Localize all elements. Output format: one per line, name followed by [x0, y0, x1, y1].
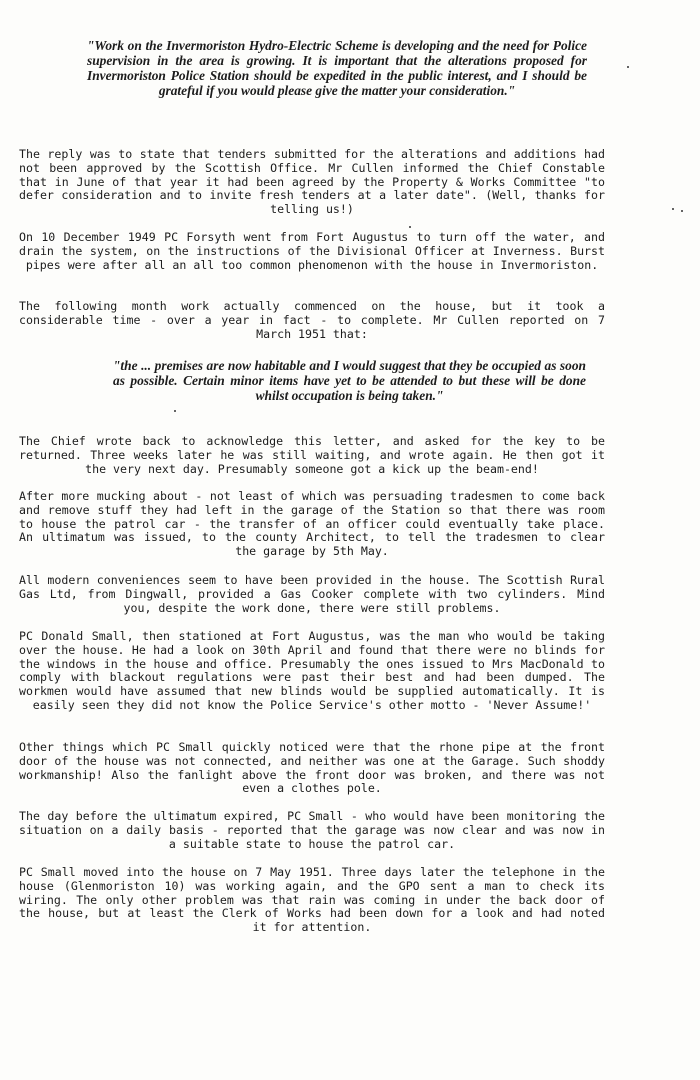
quote-premises-habitable: "the ... premises are now habitable and I would suggest that they be occupied as soon as possible. Certain minor items have yet to be attended to but these will be done whilst occupation is being taken." — [113, 358, 586, 403]
paragraph-tenders-reply: The reply was to state that tenders submitted for the alterations and additions had not been approved by the Scottish Office. Mr Cullen informed the Chief Constable that in June of that year it had been agreed by the Property & Works Committee "to defer consideration and to invite fresh tenders at a later date". (Well, thanks for telling us!) — [19, 147, 605, 217]
scan-speck — [681, 210, 683, 212]
scan-speck — [409, 226, 411, 228]
scan-speck — [627, 66, 629, 68]
paragraph-modern-conveniences: All modern conveniences seem to have been provided in the house. The Scottish Rural Gas Ltd, from Dingwall, provided a Gas Cooker complete with two cylinders. Mind you, despite the work done, there were still problems. — [19, 573, 605, 615]
paragraph-burst-pipes: On 10 December 1949 PC Forsyth went from Fort Augustus to turn off the water, and drain the system, on the instructions of the Divisional Officer at Inverness. Burst pipes were after all an all too common phenomenon with the house in Invermoriston. — [19, 230, 605, 272]
paragraph-garage-clear: The day before the ultimatum expired, PC Small - who would have been monitoring the situation on a daily basis - reported that the garage was now clear and was now in a suitable state to house the patrol car. — [19, 809, 605, 851]
paragraph-moved-in: PC Small moved into the house on 7 May 1951. Three days later the telephone in the house (Glenmoriston 10) was working again, and the GPO sent a man to check its wiring. The only other problem was that rain was coming in under the back door of the house, but at least the Clerk of Works had been down for a look and had noted it for attention. — [19, 865, 605, 935]
scan-speck — [174, 410, 176, 412]
quote-hydro-electric-scheme: "Work on the Invermoriston Hydro-Electric Scheme is developing and the need for Police supervision in the area is growing. It is important that the alterations proposed for Invermoriston Police Station should be expedited in the public interest, and I should be grateful if you would please give the matter your consideration." — [87, 38, 587, 98]
paragraph-rhone-pipe: Other things which PC Small quickly noticed were that the rhone pipe at the front door of the house was not connected, and neither was one at the Garage. Such shoddy workmanship! Also the fanlight above the front door was broken, and there was not even a clothes pole. — [19, 740, 605, 796]
paragraph-ultimatum: After more mucking about - not least of which was persuading tradesmen to come back and remove stuff they had left in the garage of the Station so that there was room to house the patrol car - the transfer of an officer could eventually take place. An ultimatum was issued, to the county Architect, to tell the tradesmen to clear the garage by 5th May. — [19, 489, 605, 559]
paragraph-blinds: PC Donald Small, then stationed at Fort Augustus, was the man who would be taking over the house. He had a look on 30th April and found that there were no blinds for the windows in the house and office. Presumably the ones issued to Mrs MacDonald to comply with blackout regulations were past their best and had been dumped. The workmen would have assumed that new blinds would be supplied automatically. It is easily seen they did not know the Police Service's other motto - 'Never Assume!' — [19, 629, 605, 712]
paragraph-work-commenced: The following month work actually commenced on the house, but it took a considerable time - over a year in fact - to complete. Mr Cullen reported on 7 March 1951 that: — [19, 299, 605, 341]
paragraph-key-returned: The Chief wrote back to acknowledge this letter, and asked for the key to be returned. Three weeks later he was still waiting, and wrote again. He then got it the very next day. Presumably someone got a kick up the beam-end! — [19, 434, 605, 476]
scan-speck — [672, 208, 674, 210]
